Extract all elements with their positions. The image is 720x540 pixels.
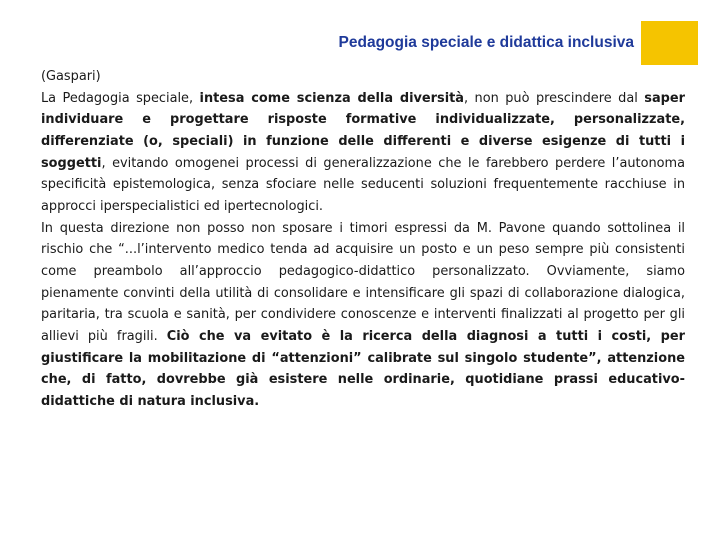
body-text [41,66,685,413]
p1-text-e: , evitando omogenei processi di generalizzazione che le farebbero perdere l’autonoma specificità epistemologica, senza sfociare nelle seducenti soluzioni frequentemente racchiuse in approcci iperspecialistici ed ipertecnologici. [41,155,685,214]
paragraph-1 [41,88,685,218]
p1-text-a: La Pedagogia speciale, [41,90,200,106]
attribution: (Gaspari) [41,69,101,84]
slide-title: Pedagogia speciale e didattica inclusiva [338,34,634,51]
p2-text-a: In questa direzione non posso non sposare i timori espressi da M. Pavone quando sottolinea il rischio che “...l’intervento medico tenda ad acquisire un posto e un peso sempre più consistenti come preambolo all’approccio pedagogico-didattico personalizzato. Ovviamente, siamo pienamente convinti della utilità di consolidare e intensificare gli spazi di collaborazione dialogica, paritaria, tra scuola e sanità, per condividere conoscenze e interventi finalizzati al progetto per gli allievi più fragili. [41,220,685,344]
p1-text-c: , non può prescindere dal [463,90,645,106]
p2-bold-b: Ciò che va evitato è la ricerca della diagnosi a tutti i costi, per giustificare la mobilitazione di “attenzioni” calibrate sul singolo studente”, attenzione che, di fatto, dovrebbe già esistere nelle ordinarie, quotidiane prassi educativo-didattiche di natura inclusiva. [41,328,685,409]
p1-bold-b: intesa come scienza della diversità [199,90,464,106]
yellow-accent-square [641,21,698,65]
paragraph-2 [41,218,685,413]
p1-bold-d: saper individuare e progettare risposte formative individualizzate, personalizzate, differenziate (o, speciali) in funzione delle differenti e diverse esigenze di tutti i soggetti [41,90,685,171]
